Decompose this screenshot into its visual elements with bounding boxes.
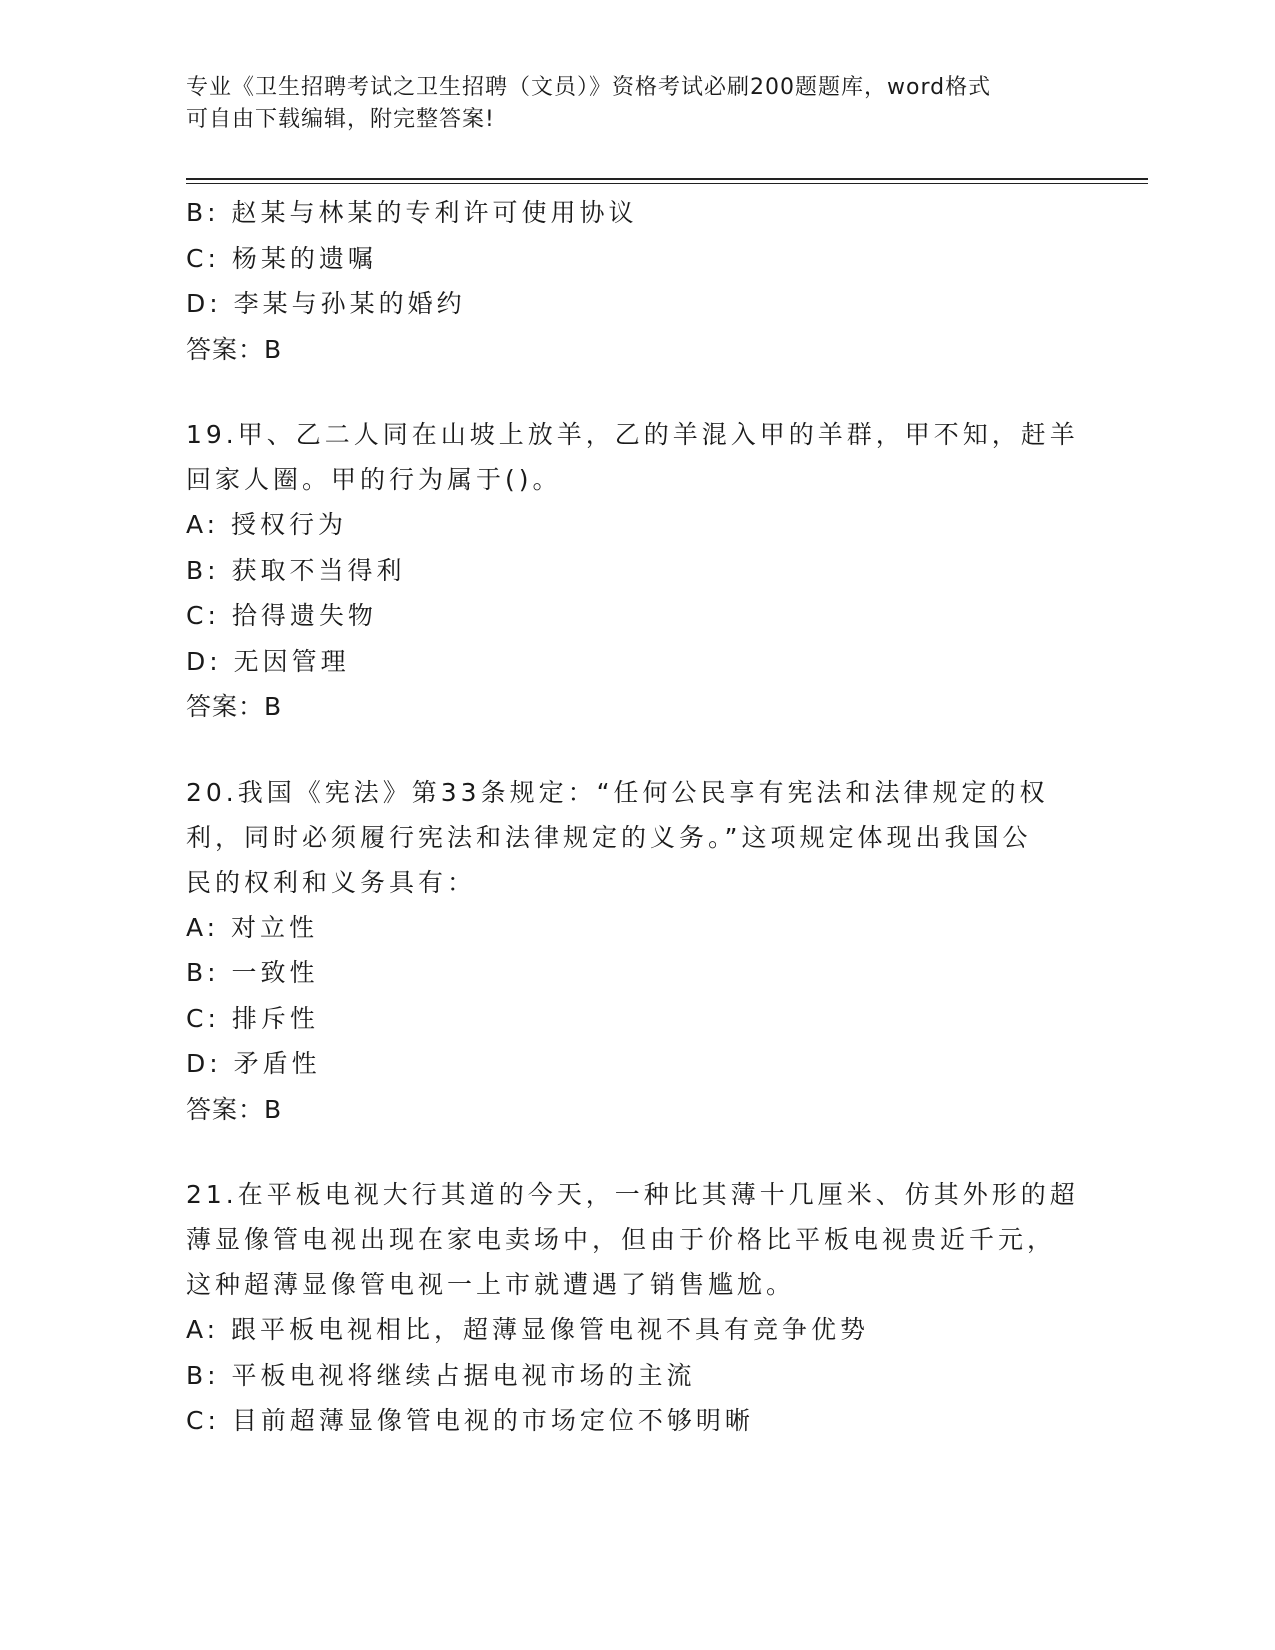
option-b: B: 平板电视将继续占据电视市场的主流 bbox=[186, 1360, 696, 1390]
option-c: C: 杨某的遗嘱 bbox=[186, 243, 377, 273]
question-text-line: 薄显像管电视出现在家电卖场中，但由于价格比平板电视贵近千元， bbox=[186, 1225, 1057, 1254]
option-c: C: 目前超薄显像管电视的市场定位不够明晰 bbox=[186, 1406, 754, 1435]
question-18-continued bbox=[186, 190, 1086, 372]
option-a: A: 跟平板电视相比，超薄显像管电视不具有竞争优势 bbox=[186, 1315, 870, 1344]
option-c: C: 拾得遗失物 bbox=[186, 601, 377, 630]
document-header bbox=[186, 72, 1066, 136]
question-text-line: 回家人圈。甲的行为属于()。 bbox=[186, 465, 562, 494]
option-b: B: 一致性 bbox=[186, 958, 319, 987]
question-text-line: 21.在平板电视大行其道的今天，一种比其薄十几厘米、仿其外形的超 bbox=[186, 1180, 1079, 1209]
header-divider-thin bbox=[186, 183, 1148, 184]
option-d: D: 矛盾性 bbox=[186, 1049, 321, 1078]
question-20 bbox=[186, 770, 1086, 1133]
question-text-line: 19.甲、乙二人同在山坡上放羊，乙的羊混入甲的羊群，甲不知，赶羊 bbox=[186, 420, 1079, 449]
question-text-line: 这种超薄显像管电视一上市就遭遇了销售尴尬。 bbox=[186, 1270, 796, 1299]
option-d: D: 无因管理 bbox=[186, 646, 350, 676]
option-b: B: 获取不当得利 bbox=[186, 555, 406, 585]
header-title-line-1: 专业《卫生招聘考试之卫生招聘（文员）》资格考试必刷200题题库，word格式 bbox=[186, 75, 992, 100]
question-text-line: 民的权利和义务具有： bbox=[186, 867, 477, 897]
question-21 bbox=[186, 1172, 1086, 1444]
option-a: A: 授权行为 bbox=[186, 510, 348, 539]
header-title-line-2: 可自由下载编辑，附完整答案! bbox=[186, 107, 495, 132]
answer-line: 答案：B bbox=[186, 692, 283, 721]
question-text-line: 利，同时必须履行宪法和法律规定的义务。”这项规定体现出我国公 bbox=[186, 822, 1032, 852]
option-c: C: 排斥性 bbox=[186, 1003, 319, 1033]
option-b: B: 赵某与林某的专利许可使用协议 bbox=[186, 198, 638, 227]
question-19 bbox=[186, 412, 1086, 730]
answer-line: 答案：B bbox=[186, 1094, 283, 1124]
option-d: D: 李某与孙某的婚约 bbox=[186, 289, 466, 318]
header-divider-thick bbox=[186, 178, 1148, 180]
option-a: A: 对立性 bbox=[186, 912, 319, 942]
question-list bbox=[186, 190, 1086, 1444]
answer-line: 答案：B bbox=[186, 334, 283, 364]
question-text-line: 20.我国《宪法》第33条规定：“任何公民享有宪法和法律规定的权 bbox=[186, 777, 1049, 807]
